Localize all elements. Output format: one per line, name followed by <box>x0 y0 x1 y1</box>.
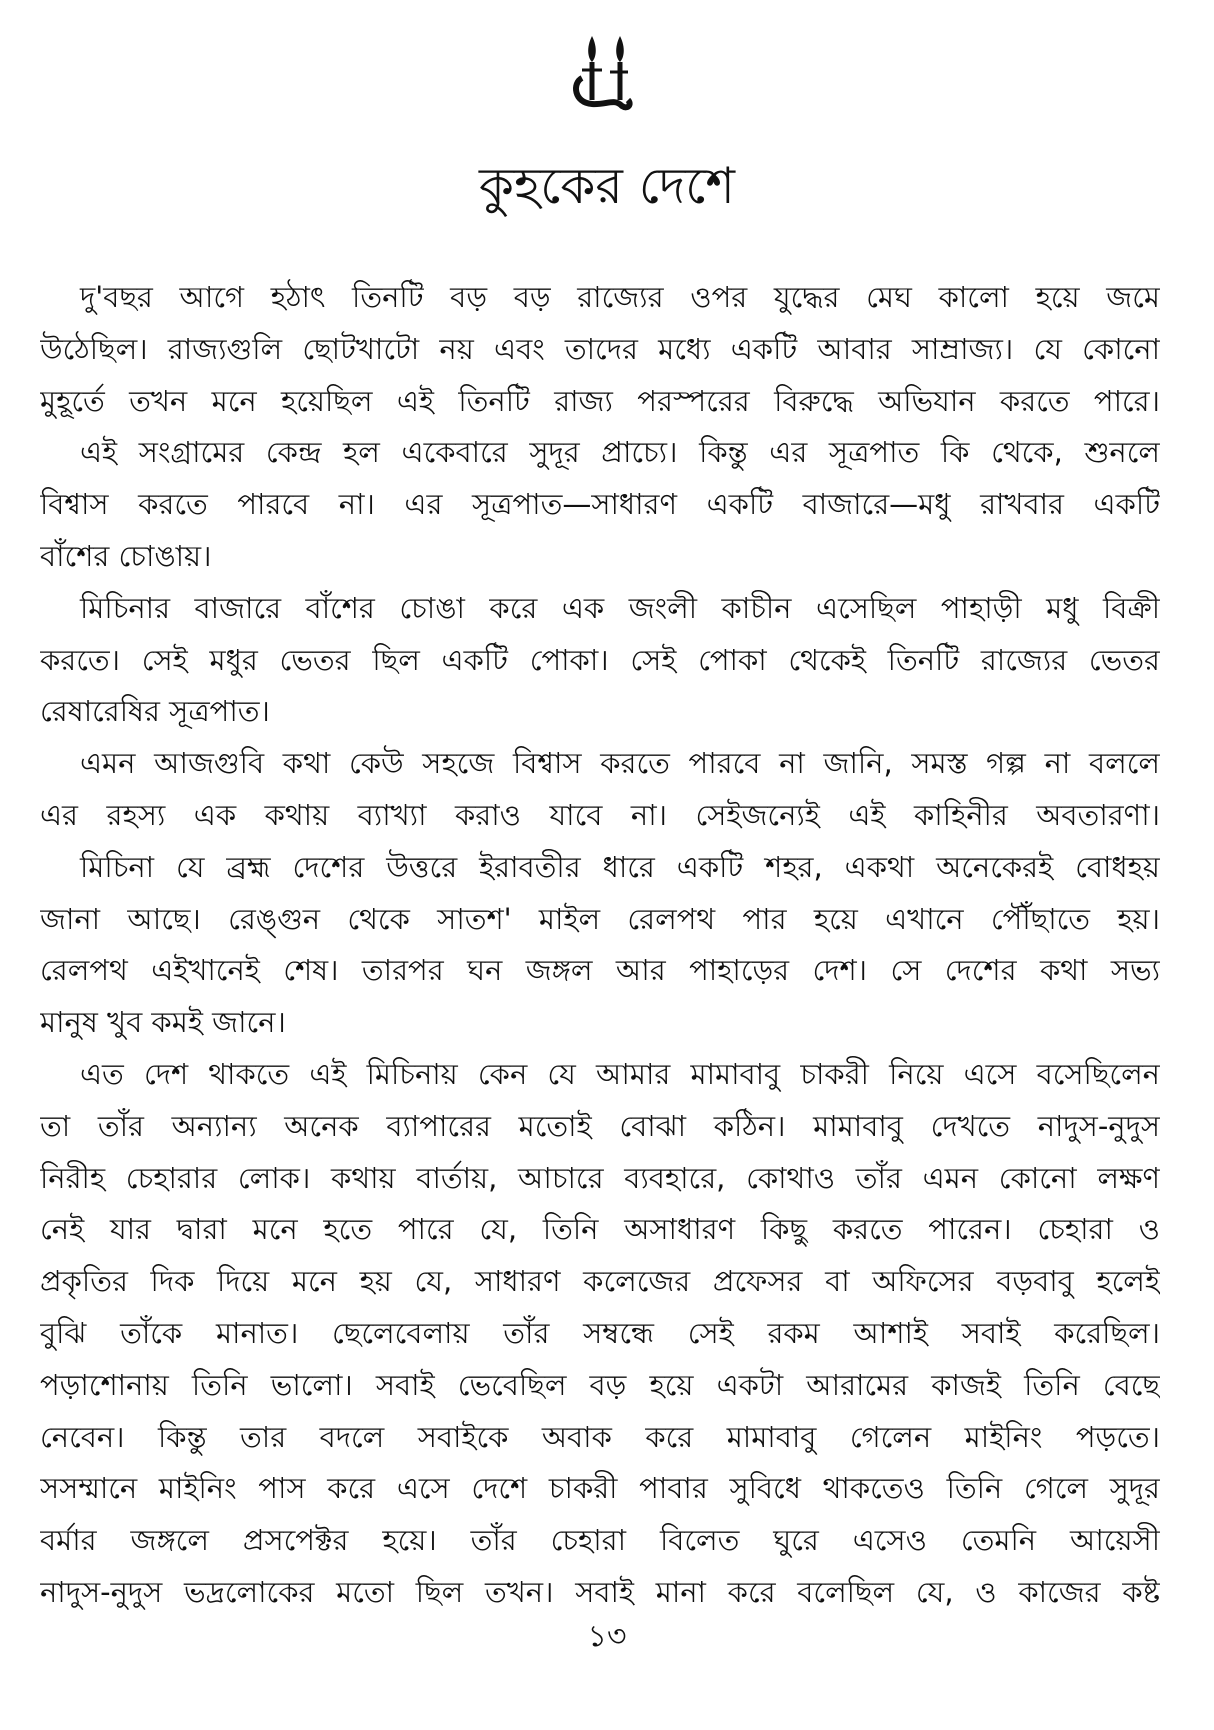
text-line: রেলপথ এইখানেই শেষ। তারপর ঘন জঙ্গল আর পাহাড়ের দেশ। সে দেশের কথা সভ্য <box>40 953 1160 988</box>
text-line: মিচিনার বাজারে বাঁশের চোঙা করে এক জংলী কাচীন এসেছিল পাহাড়ী মধু বিক্রী <box>80 590 1160 625</box>
paragraph <box>40 272 1160 427</box>
paragraph <box>40 738 1160 842</box>
paragraph <box>40 427 1160 582</box>
text-line: জানা আছে। রেঙ্গুন থেকে সাতশ' মাইল রেলপথ পার হয়ে এখানে পৌঁছাতে হয়। <box>40 901 1160 936</box>
text-line: তা তাঁর অন্যান্য অনেক ব্যাপারের মতোই বোঝা কঠিন। মামাবাবু দেখতে নাদুস-নুদুস <box>40 1108 1160 1143</box>
text-line: উঠেছিল। রাজ্যগুলি ছোটখাটো নয় এবং তাদের মধ্যে একটি আবার সাম্রাজ্য। যে কোনো <box>40 331 1160 366</box>
text-line: নিরীহ চেহারার লোক। কথায় বার্তায়, আচারে ব্যবহারে, কোথাও তাঁর এমন কোনো লক্ষণ <box>40 1160 1160 1195</box>
body-text <box>40 272 1160 1619</box>
paragraph <box>40 842 1160 1049</box>
paragraph <box>40 583 1160 738</box>
text-line: রেষারেষির সূত্রপাত। <box>40 694 270 729</box>
shri-ornament <box>0 28 1214 117</box>
text-line: এই সংগ্রামের কেন্দ্র হল একেবারে সুদূর প্রাচ্যে। কিন্তু এর সূত্রপাত কি থেকে, শুনলে <box>80 435 1160 470</box>
text-line: বাঁশের চোঙায়। <box>40 538 212 573</box>
paragraph <box>40 1049 1160 1619</box>
text-line: করতে। সেই মধুর ভেতর ছিল একটি পোকা। সেই পোকা থেকেই তিনটি রাজ্যের ভেতর <box>40 642 1160 677</box>
text-line: বুঝি তাঁকে মানাত। ছেলেবেলায় তাঁর সম্বন্ধে সেই রকম আশাই সবাই করেছিল। <box>40 1315 1160 1350</box>
text-line: এর রহস্য এক কথায় ব্যাখ্যা করাও যাবে না। সেইজন্যেই এই কাহিনীর অবতারণা। <box>40 797 1160 832</box>
text-line: এত দেশ থাকতে এই মিচিনায় কেন যে আমার মামাবাবু চাকরী নিয়ে এসে বসেছিলেন <box>80 1056 1160 1091</box>
text-line: নেবেন। কিন্তু তার বদলে সবাইকে অবাক করে মামাবাবু গেলেন মাইনিং পড়তে। <box>40 1419 1160 1454</box>
shri-ornament-icon <box>562 28 652 113</box>
text-line: প্রকৃতির দিক দিয়ে মনে হয় যে, সাধারণ কলেজের প্রফেসর বা অফিসের বড়বাবু হলেই <box>40 1264 1160 1299</box>
text-line: নাদুস-নুদুস ভদ্রলোকের মতো ছিল তখন। সবাই মানা করে বলেছিল যে, ও কাজের কষ্ট <box>40 1574 1160 1609</box>
chapter-title: কুহকের দেশে <box>479 157 735 215</box>
text-line: দু'বছর আগে হঠাৎ তিনটি বড় বড় রাজ্যের ওপর যুদ্ধের মেঘ কালো হয়ে জমে <box>80 280 1160 314</box>
text-line: মুহূর্তে তখন মনে হয়েছিল এই তিনটি রাজ্য পরস্পরের বিরুদ্ধে অভিযান করতে পারে। <box>40 383 1160 418</box>
text-line: মানুষ খুব কমই জানে। <box>40 1005 286 1040</box>
text-line: পড়াশোনায় তিনি ভালো। সবাই ভেবেছিল বড় হয়ে একটা আরামের কাজই তিনি বেছে <box>40 1367 1160 1402</box>
text-line: বিশ্বাস করতে পারবে না। এর সূত্রপাত—সাধারণ একটি বাজারে—মধু রাখবার একটি <box>40 487 1160 522</box>
text-line: নেই যার দ্বারা মনে হতে পারে যে, তিনি অসাধারণ কিছু করতে পারেন। চেহারা ও <box>40 1212 1160 1247</box>
text-line: সসম্মানে মাইনিং পাস করে এসে দেশে চাকরী পাবার সুবিধে থাকতেও তিনি গেলে সুদূর <box>40 1471 1160 1506</box>
page-number: ১৩ <box>587 1619 627 1654</box>
text-line: মিচিনা যে ব্রহ্ম দেশের উত্তরে ইরাবতীর ধারে একটি শহর, একথা অনেকেরই বোধহয় <box>80 849 1160 884</box>
text-line: বর্মার জঙ্গলে প্রসপেক্টর হয়ে। তাঁর চেহারা বিলেত ঘুরে এসেও তেমনি আয়েসী <box>40 1523 1160 1558</box>
text-line: এমন আজগুবি কথা কেউ সহজে বিশ্বাস করতে পারবে না জানি, সমস্ত গল্প না বললে <box>80 746 1160 781</box>
